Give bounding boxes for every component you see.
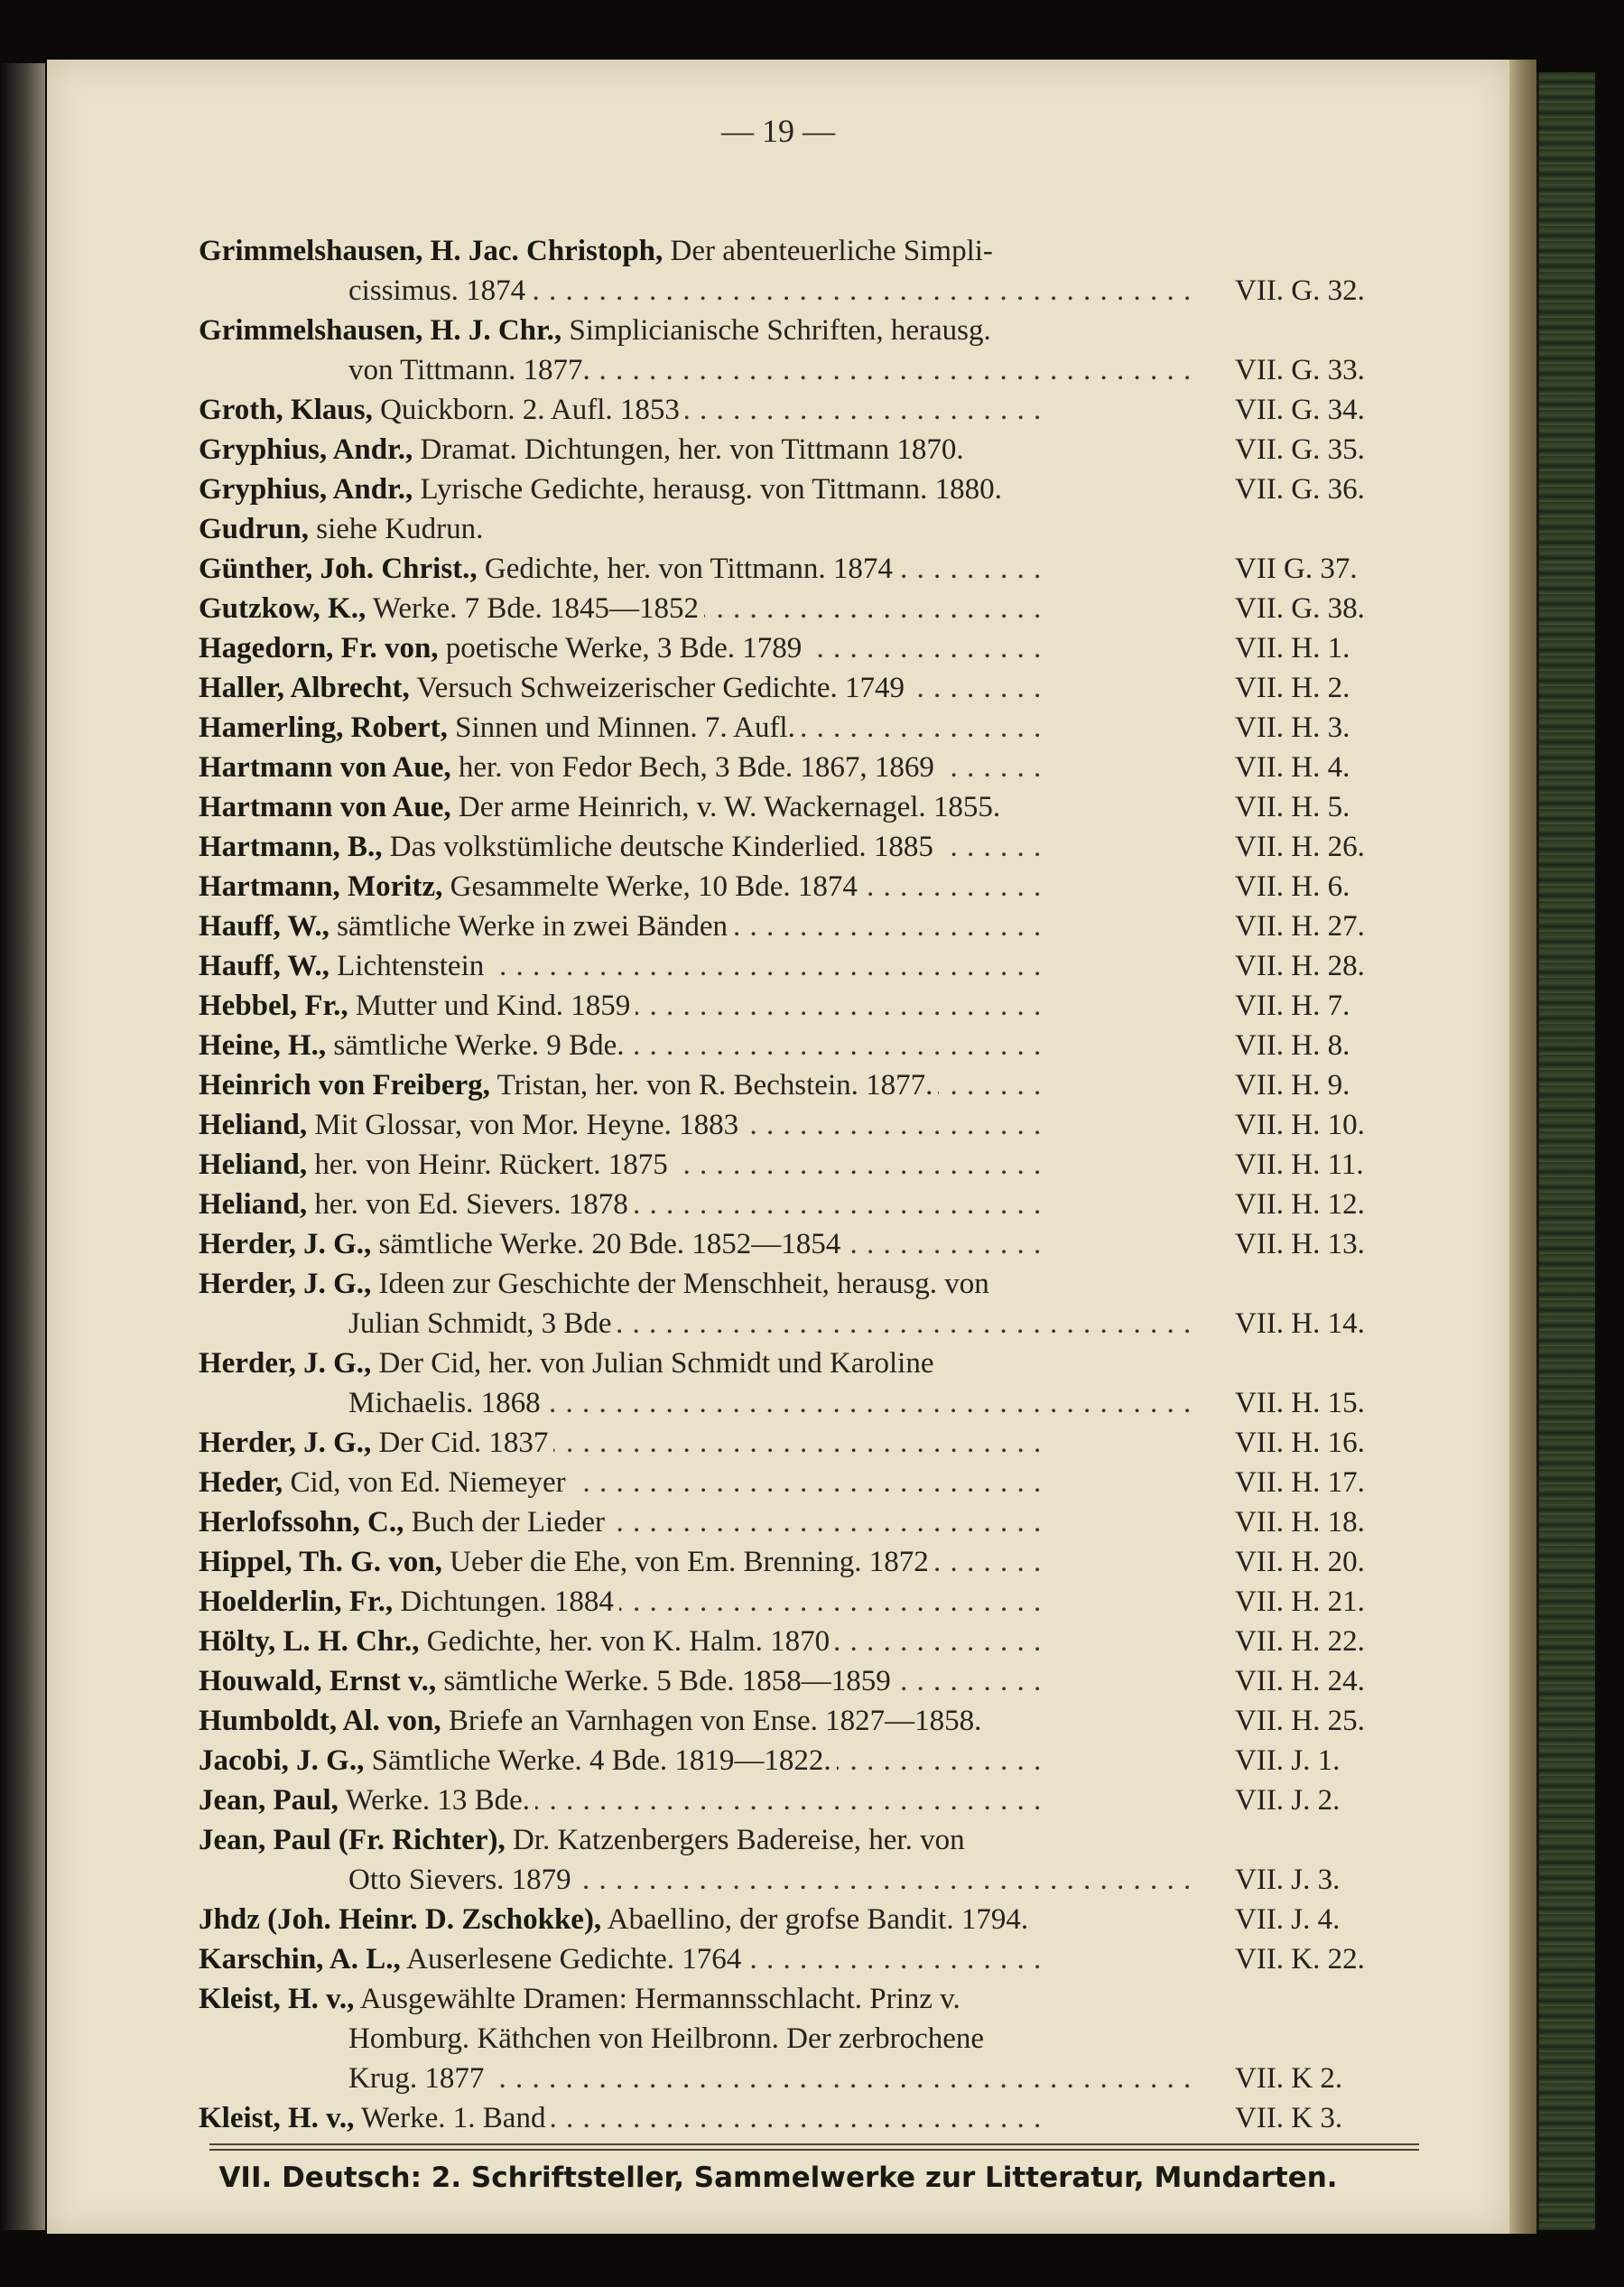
catalog-entry <box>199 509 1426 549</box>
entry-work: Simplicianische Schriften, herausg. <box>569 314 991 347</box>
entry-title <box>348 1864 577 1896</box>
entry-title <box>199 1705 987 1737</box>
catalog-entry <box>199 668 1426 708</box>
entry-text <box>199 1582 1210 1622</box>
catalog-entry <box>199 1622 1426 1661</box>
catalog-entry <box>199 1820 1426 1860</box>
entry-title <box>199 1466 571 1499</box>
entry-author: Kleist, H. v., <box>199 2102 355 2134</box>
entry-shelfmark: VII. J. 3. <box>1235 1864 1341 1896</box>
entry-text <box>199 946 1210 986</box>
entry-work: Der Cid. 1837 <box>378 1427 549 1459</box>
catalog-entry <box>199 1224 1426 1264</box>
entry-work: Julian Schmidt, 3 Bde <box>348 1307 612 1340</box>
entry-shelfmark: VII. H. 12. <box>1235 1188 1365 1221</box>
entry-author: Herlofssohn, C., <box>199 1506 404 1539</box>
entry-shelfmark: VII. K 2. <box>1235 2062 1343 2095</box>
entry-shelfmark: VII. H. 15. <box>1235 1387 1365 1419</box>
page-footer: VII. Deutsch: 2. Schriftsteller, Sammelwerke zur Litteratur, Mundarten. <box>218 2161 1338 2194</box>
catalog-entry <box>199 1105 1426 1145</box>
entry-text <box>199 1542 1210 1582</box>
entry-work: Ausgewählte Dramen: Hermannsschlacht. Prinz v. <box>359 1983 960 2015</box>
catalog-entry <box>199 1343 1426 1383</box>
entry-text <box>199 1900 1210 1939</box>
entry-work: Lichtenstein <box>337 950 485 982</box>
entry-shelfmark: VII. H. 4. <box>1235 751 1350 784</box>
catalog-entry <box>199 1264 1426 1304</box>
entry-title <box>199 1188 634 1221</box>
entry-author: Jean, Paul, <box>199 1784 339 1817</box>
entry-text <box>199 1423 1210 1463</box>
entry-title <box>199 1903 1034 1936</box>
entry-shelfmark: VII. H. 3. <box>1235 711 1350 744</box>
entry-title <box>199 553 898 585</box>
entry-title <box>199 1228 846 1260</box>
entry-shelfmark: VII. H. 14. <box>1235 1307 1365 1340</box>
entry-work: her. von Ed. Sievers. 1878 <box>314 1188 628 1221</box>
entry-author: Heder, <box>199 1466 283 1499</box>
entry-author: Karschin, A. L., <box>199 1943 401 1976</box>
entry-author: Heinrich von Freiberg, <box>199 1069 490 1102</box>
entry-author: Gudrun, <box>199 513 309 545</box>
entry-work: her. von Heinr. Rückert. 1875 <box>314 1148 668 1181</box>
entry-work: Abaellino, der grofse Bandit. 1794. <box>607 1903 1029 1936</box>
entry-author: Kleist, H. v., <box>199 1983 355 2015</box>
footer-rule-top <box>209 2143 1419 2145</box>
book-left-edge <box>0 63 45 2230</box>
catalog-entry <box>199 986 1426 1026</box>
catalog-page <box>47 60 1509 2234</box>
catalog-entry <box>199 2059 1426 2098</box>
entry-work: Tristan, her. von R. Bechstein. 1877. <box>496 1069 933 1102</box>
entry-shelfmark: VII. H. 21. <box>1235 1585 1365 1618</box>
entry-author: Hartmann, B., <box>199 831 383 863</box>
entry-title <box>199 1109 744 1141</box>
entry-work: siehe Kudrun. <box>316 513 484 545</box>
entry-shelfmark: VII. H. 22. <box>1235 1625 1365 1658</box>
entry-work: sämtliche Werke. 9 Bde. <box>333 1029 625 1062</box>
entry-author: Heliand, <box>199 1148 308 1181</box>
catalog-entry <box>199 867 1426 906</box>
entry-text <box>199 1820 1210 1860</box>
entry-title <box>199 751 940 784</box>
entry-shelfmark: VII. G. 35. <box>1235 433 1365 466</box>
entry-title <box>199 2102 551 2134</box>
entry-author: Jean, Paul (Fr. Richter), <box>199 1824 506 1856</box>
entry-work: Ideen zur Geschichte der Menschheit, herausg. von <box>378 1268 989 1300</box>
entry-work: Dr. Katzenbergers Badereise, her. von <box>512 1824 965 1856</box>
entry-title <box>199 1824 970 1856</box>
entry-author: Groth, Klaus, <box>199 394 373 426</box>
entry-title <box>199 1625 835 1658</box>
entry-title <box>199 1069 938 1102</box>
catalog-entry <box>199 311 1426 350</box>
entry-shelfmark: VII. G. 34. <box>1235 394 1365 426</box>
entry-text <box>199 1224 1210 1264</box>
entry-title <box>199 1506 610 1539</box>
entry-shelfmark: VII. K. 22. <box>1235 1943 1365 1976</box>
catalog-entry <box>199 1582 1426 1622</box>
entry-title <box>199 592 704 625</box>
entry-text <box>348 350 1210 390</box>
entry-work: Sämtliche Werke. 4 Bde. 1819—1822. <box>371 1744 831 1777</box>
entry-title <box>199 1546 934 1578</box>
entry-author: Hamerling, Robert, <box>199 711 448 744</box>
entry-text <box>199 509 1210 549</box>
entry-author: Herder, J. G., <box>199 1427 372 1459</box>
entry-work: Gedichte, her. von Tittmann. 1874 <box>484 553 893 585</box>
entry-shelfmark: VII. J. 2. <box>1235 1784 1341 1817</box>
entry-work: von Tittmann. 1877. <box>348 354 590 386</box>
entry-shelfmark: VII G. 37. <box>1235 553 1358 585</box>
entry-shelfmark: VII. H. 8. <box>1235 1029 1350 1062</box>
entry-text <box>199 1343 1210 1383</box>
entry-work: Mutter und Kind. 1859 <box>355 990 631 1022</box>
entry-author: Houwald, Ernst v., <box>199 1665 437 1697</box>
entry-text <box>199 867 1210 906</box>
entry-title <box>199 1943 747 1976</box>
catalog-entry <box>199 1423 1426 1463</box>
entry-author: Hartmann von Aue, <box>199 791 451 823</box>
entry-author: Heliand, <box>199 1188 308 1221</box>
entry-work: Werke. 1. Band <box>361 2102 546 2134</box>
book-cover-edge <box>1536 72 1595 2230</box>
entry-text <box>199 390 1210 430</box>
catalog-entry <box>199 748 1426 787</box>
entry-author: Herder, J. G., <box>199 1268 372 1300</box>
entry-author: Humboldt, Al. von, <box>199 1705 441 1737</box>
entry-shelfmark: VII. H. 20. <box>1235 1546 1365 1578</box>
entry-work: Der arme Heinrich, v. W. Wackernagel. 1855. <box>458 791 1001 823</box>
catalog-entry <box>199 1065 1426 1105</box>
entry-title <box>199 513 488 545</box>
entry-work: sämtliche Werke in zwei Bänden <box>337 910 728 943</box>
entry-text <box>199 311 1210 350</box>
entry-title <box>199 910 733 943</box>
catalog-entry <box>199 430 1426 469</box>
entry-work: Gedichte, her. von K. Halm. 1870 <box>426 1625 831 1658</box>
entry-work: Der abenteuerliche Simpli- <box>670 235 993 267</box>
entry-shelfmark: VII. H. 13. <box>1235 1228 1365 1260</box>
entry-work: Ueber die Ehe, von Em. Brenning. 1872 <box>450 1546 929 1578</box>
entry-text <box>348 1383 1210 1423</box>
entry-work: Werke. 7 Bde. 1845—1852 <box>372 592 700 625</box>
entry-shelfmark: VII. H. 16. <box>1235 1427 1365 1459</box>
entry-title <box>199 235 998 267</box>
catalog-entry <box>199 1939 1426 1979</box>
catalog-entry <box>199 1304 1426 1343</box>
entry-text <box>199 1939 1210 1979</box>
entry-author: Grimmelshausen, H. Jac. Christoph, <box>199 235 664 267</box>
entry-work: Lyrische Gedichte, herausg. von Tittmann. 1880. <box>420 473 1002 506</box>
entry-text <box>199 2098 1210 2138</box>
entry-text <box>199 906 1210 946</box>
entry-shelfmark: VII. H. 26. <box>1235 831 1365 863</box>
entry-title <box>348 2062 489 2095</box>
entry-author: Gryphius, Andr., <box>199 433 413 466</box>
entry-title <box>348 1387 546 1419</box>
entry-work: Krug. 1877 <box>348 2062 485 2095</box>
entry-text <box>348 2059 1210 2098</box>
entry-text <box>199 1026 1210 1065</box>
entry-work: sämtliche Werke. 20 Bde. 1852—1854 <box>378 1228 841 1260</box>
entry-author: Gutzkow, K., <box>199 592 367 625</box>
entry-shelfmark: VII. H. 2. <box>1235 672 1350 704</box>
entry-title <box>199 711 801 744</box>
entry-text <box>348 1860 1210 1900</box>
entry-work: Sinnen und Minnen. 7. Aufl. <box>455 711 795 744</box>
catalog-entry <box>199 1463 1426 1502</box>
entry-author: Hauff, W., <box>199 950 329 982</box>
entry-work: Mit Glossar, von Mor. Heyne. 1883 <box>314 1109 739 1141</box>
entry-work: cissimus. 1874 <box>348 274 526 307</box>
entry-shelfmark: VII. K 3. <box>1235 2102 1343 2134</box>
entry-shelfmark: VII. H. 6. <box>1235 870 1350 903</box>
entry-shelfmark: VII. H. 17. <box>1235 1466 1365 1499</box>
entry-shelfmark: VII. H. 25. <box>1235 1705 1365 1737</box>
entry-shelfmark: VII. H. 10. <box>1235 1109 1365 1141</box>
entry-author: Haller, Albrecht, <box>199 672 410 704</box>
entry-author: Hagedorn, Fr. von, <box>199 632 439 665</box>
entry-work: Michaelis. 1868 <box>348 1387 541 1419</box>
entry-shelfmark: VII. H. 27. <box>1235 910 1365 943</box>
entry-author: Hebbel, Fr., <box>199 990 348 1022</box>
entry-work: Homburg. Käthchen von Heilbronn. Der zerbrochene <box>348 2022 985 2055</box>
entry-text <box>199 1105 1210 1145</box>
catalog-entry <box>199 231 1426 271</box>
catalog-entry <box>199 827 1426 867</box>
catalog-entry <box>199 469 1426 509</box>
catalog-entry <box>199 1860 1426 1900</box>
entry-work: Dichtungen. 1884 <box>400 1585 614 1618</box>
entry-work: Versuch Schweizerischer Gedichte. 1749 <box>416 672 905 704</box>
entry-title <box>199 433 970 466</box>
catalog-entry <box>199 946 1426 986</box>
entry-shelfmark: VII. J. 1. <box>1235 1744 1341 1777</box>
entry-title <box>199 870 863 903</box>
entry-title <box>199 831 939 863</box>
entry-work: Der Cid, her. von Julian Schmidt und Karoline <box>378 1347 934 1380</box>
entry-shelfmark: VII. H. 11. <box>1235 1148 1364 1181</box>
entry-title <box>199 1585 619 1618</box>
catalog-entry <box>199 1979 1426 2019</box>
entry-text <box>199 1661 1210 1701</box>
entry-text <box>199 231 1210 271</box>
catalog-entry <box>199 1502 1426 1542</box>
catalog-entry <box>199 708 1426 748</box>
entry-author: Hippel, Th. G. von, <box>199 1546 442 1578</box>
entry-text <box>199 1145 1210 1185</box>
catalog-entry <box>199 1026 1426 1065</box>
entry-text <box>199 986 1210 1026</box>
entry-list <box>199 231 1426 2138</box>
entry-shelfmark: VII. J. 4. <box>1235 1903 1341 1936</box>
catalog-entry <box>199 1542 1426 1582</box>
entry-title <box>199 990 636 1022</box>
entry-title <box>199 473 1007 506</box>
entry-shelfmark: VII. H. 9. <box>1235 1069 1350 1102</box>
entry-title <box>199 672 910 704</box>
entry-title <box>199 1427 553 1459</box>
catalog-entry <box>199 549 1426 589</box>
entry-title <box>348 274 531 307</box>
entry-text <box>199 1622 1210 1661</box>
entry-text <box>199 787 1210 827</box>
entry-author: Hölty, L. H. Chr., <box>199 1625 420 1658</box>
catalog-entry <box>199 1900 1426 1939</box>
catalog-entry <box>199 1145 1426 1185</box>
entry-author: Hoelderlin, Fr., <box>199 1585 394 1618</box>
entry-text <box>348 271 1210 311</box>
entry-author: Hartmann, Moritz, <box>199 870 443 903</box>
entry-work: Quickborn. 2. Aufl. 1853 <box>380 394 680 426</box>
entry-text <box>199 1185 1210 1224</box>
entry-author: Grimmelshausen, H. J. Chr., <box>199 314 562 347</box>
entry-author: Gryphius, Andr., <box>199 473 413 506</box>
entry-title <box>199 394 685 426</box>
entry-shelfmark: VII. H. 24. <box>1235 1665 1365 1697</box>
entry-author: Jacobi, J. G., <box>199 1744 365 1777</box>
entry-author: Hartmann von Aue, <box>199 751 451 784</box>
entry-work: Cid, von Ed. Niemeyer <box>290 1466 566 1499</box>
entry-author: Heliand, <box>199 1109 308 1141</box>
entry-work: Briefe an Varnhagen von Ense. 1827—1858. <box>448 1705 982 1737</box>
entry-title <box>199 950 489 982</box>
entry-work: Buch der Lieder <box>411 1506 605 1539</box>
entry-work: sämtliche Werke. 5 Bde. 1858—1859 <box>443 1665 891 1697</box>
entry-title <box>348 2022 989 2055</box>
catalog-entry <box>199 1661 1426 1701</box>
entry-text <box>199 1780 1210 1820</box>
entry-shelfmark: VII. H. 5. <box>1235 791 1350 823</box>
entry-text <box>199 1979 1210 2019</box>
entry-work: Otto Sievers. 1879 <box>348 1864 571 1896</box>
catalog-entry <box>199 271 1426 311</box>
entry-shelfmark: VII. H. 7. <box>1235 990 1350 1022</box>
book-spine <box>1509 60 1536 2234</box>
entry-work: her. von Fedor Bech, 3 Bde. 1867, 1869 <box>458 751 934 784</box>
entry-text <box>199 430 1210 469</box>
entry-text <box>199 589 1210 628</box>
entry-title <box>199 1029 629 1062</box>
footer-rule-bottom <box>209 2149 1419 2151</box>
entry-work: poetische Werke, 3 Bde. 1789 <box>445 632 803 665</box>
entry-title <box>199 1148 673 1181</box>
entry-text <box>348 2019 1210 2059</box>
entry-work: Das volkstümliche deutsche Kinderlied. 1885 <box>389 831 933 863</box>
catalog-entry <box>199 787 1426 827</box>
catalog-entry <box>199 350 1426 390</box>
catalog-entry <box>199 1741 1426 1780</box>
entry-text <box>199 628 1210 668</box>
entry-text <box>199 1463 1210 1502</box>
catalog-entry <box>199 2098 1426 2138</box>
entry-author: Hauff, W., <box>199 910 329 943</box>
entry-shelfmark: VII. H. 28. <box>1235 950 1365 982</box>
entry-title <box>199 632 807 665</box>
entry-work: Auserlesene Gedichte. 1764 <box>406 1943 742 1976</box>
entry-title <box>199 1665 896 1697</box>
entry-title <box>199 1347 940 1380</box>
catalog-entry <box>199 1383 1426 1423</box>
catalog-entry <box>199 589 1426 628</box>
catalog-entry <box>199 1185 1426 1224</box>
catalog-entry <box>199 2019 1426 2059</box>
entry-work: Dramat. Dichtungen, her. von Tittmann 1870. <box>420 433 964 466</box>
catalog-entry <box>199 1780 1426 1820</box>
catalog-entry <box>199 628 1426 668</box>
entry-title <box>348 1307 617 1340</box>
entry-text <box>199 748 1210 787</box>
entry-title <box>199 314 997 347</box>
catalog-entry <box>199 390 1426 430</box>
entry-text <box>348 1304 1210 1343</box>
entry-author: Herder, J. G., <box>199 1228 372 1260</box>
page-number: — 19 — <box>721 113 835 149</box>
entry-author: Jhdz (Joh. Heinr. D. Zschokke), <box>199 1903 602 1936</box>
entry-title <box>199 791 1006 823</box>
catalog-entry <box>199 906 1426 946</box>
catalog-entry <box>199 1701 1426 1741</box>
entry-author: Heine, H., <box>199 1029 327 1062</box>
entry-title <box>199 1784 535 1817</box>
entry-text <box>199 1264 1210 1304</box>
entry-shelfmark: VII. G. 38. <box>1235 592 1365 625</box>
entry-shelfmark: VII. G. 36. <box>1235 473 1365 506</box>
entry-shelfmark: VII. H. 18. <box>1235 1506 1365 1539</box>
entry-text <box>199 1701 1210 1741</box>
entry-text <box>199 668 1210 708</box>
entry-title <box>199 1983 966 2015</box>
entry-title <box>199 1268 995 1300</box>
entry-title <box>348 354 596 386</box>
entry-text <box>199 708 1210 748</box>
entry-shelfmark: VII. G. 32. <box>1235 274 1365 307</box>
entry-author: Günther, Joh. Christ., <box>199 553 478 585</box>
entry-text <box>199 469 1210 509</box>
entry-text <box>199 827 1210 867</box>
entry-shelfmark: VII. H. 1. <box>1235 632 1350 665</box>
entry-text <box>199 1741 1210 1780</box>
entry-text <box>199 549 1210 589</box>
entry-work: Gesammelte Werke, 10 Bde. 1874 <box>450 870 858 903</box>
entry-author: Herder, J. G., <box>199 1347 372 1380</box>
entry-text <box>199 1502 1210 1542</box>
entry-text <box>199 1065 1210 1105</box>
entry-work: Werke. 13 Bde. <box>345 1784 531 1817</box>
entry-shelfmark: VII. G. 33. <box>1235 354 1365 386</box>
entry-title <box>199 1744 837 1777</box>
